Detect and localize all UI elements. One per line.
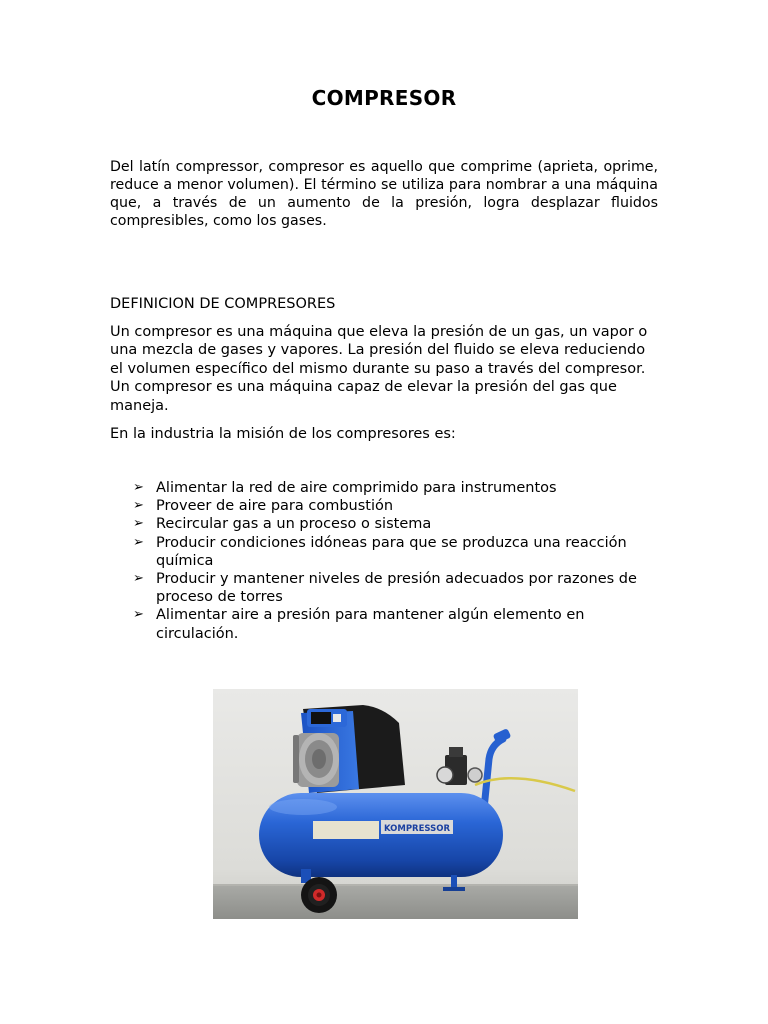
list-item (133, 515, 663, 533)
arrowhead-bullet-icon: ➢ (133, 534, 144, 550)
list-item (133, 479, 663, 497)
section-heading: DEFINICION DE COMPRESORES (110, 296, 336, 312)
list-item (133, 534, 663, 570)
arrowhead-bullet-icon: ➢ (133, 480, 144, 495)
list-item-text: Proveer de aire para combustión (156, 498, 394, 515)
tank-label-text: KOMPRESSOR (383, 824, 451, 834)
list-item-text: Producir condiciones idóneas para que se produzca una reacción química (156, 534, 627, 569)
list-item-text: Alimentar la red de aire comprimido para instrumentos (156, 480, 557, 496)
list-item (133, 570, 663, 606)
definition-paragraph: Un compresor es una máquina que eleva la presión de un gas, un vapor o una mezcla de gases y vapores. La presión del fluido se eleva reduciendo el volumen específico del mismo durante su paso a través del compresor. Un compresor es una máquina capaz de elevar la presión del gas que maneja. (110, 324, 648, 414)
document-title: COMPRESOR (311, 86, 457, 110)
list-item-text: Alimentar aire a presión para mantener algún elemento en circulación. (156, 607, 585, 642)
intro-paragraph: Del latín compressor, compresor es aquello que comprime (aprieta, oprime, reduce a menor volumen). El término se utiliza para nombrar a una máquina que, a través de un aumento de la presión, logra desplazar fluidos compresibles, como los gases. (110, 159, 658, 229)
arrowhead-bullet-icon: ➢ (133, 516, 144, 532)
list-item-text: Producir y mantener niveles de presión adecuados por razones de proceso de torres (156, 571, 637, 606)
compressor-photo (213, 689, 578, 919)
arrowhead-bullet-icon: ➢ (133, 571, 144, 587)
list-item (133, 606, 663, 642)
list-item (133, 497, 663, 515)
arrowhead-bullet-icon: ➢ (133, 498, 144, 514)
mission-list (133, 479, 663, 643)
list-item-text: Recircular gas a un proceso o sistema (156, 516, 432, 533)
arrowhead-bullet-icon: ➢ (133, 607, 144, 623)
industry-intro: En la industria la misión de los compresores es: (110, 426, 456, 442)
